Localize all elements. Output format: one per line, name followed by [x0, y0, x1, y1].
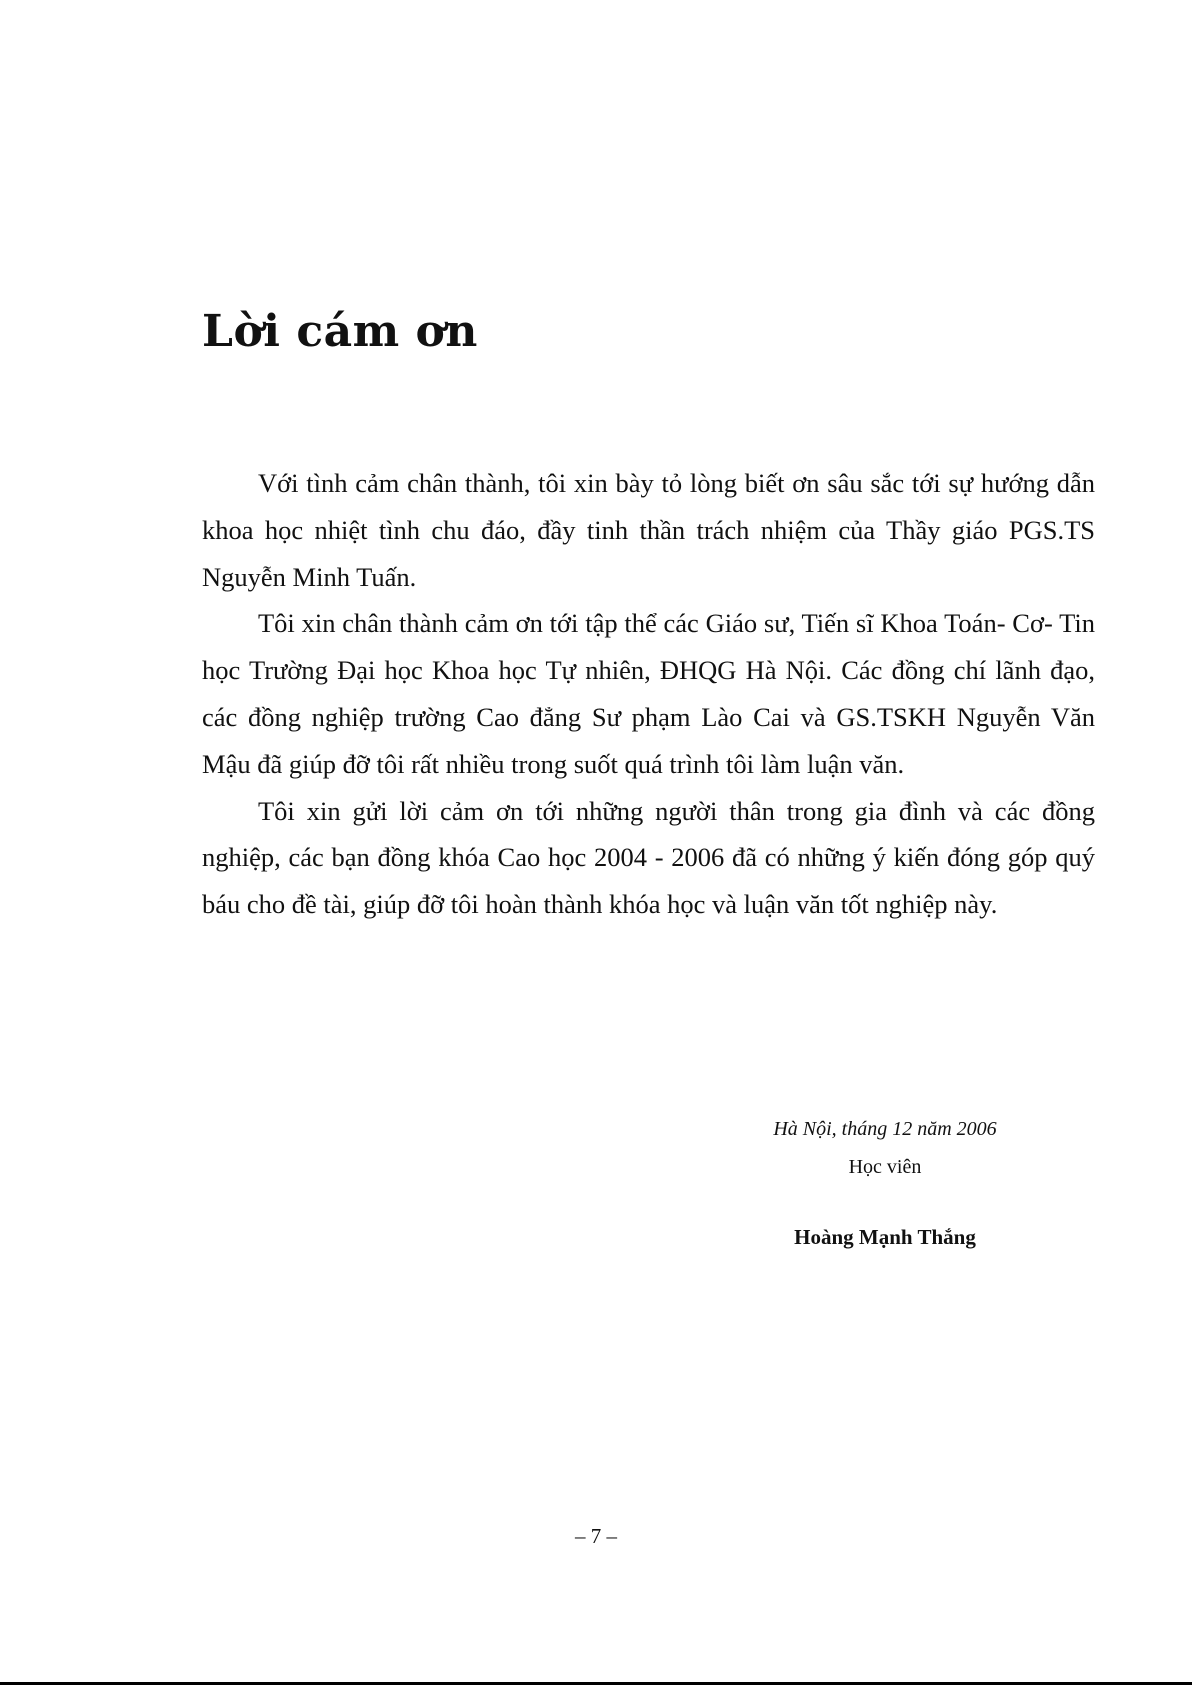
page-number: – 7 – — [575, 1524, 617, 1548]
paragraph-2: Tôi xin chân thành cảm ơn tới tập thể các Giáo sư, Tiến sĩ Khoa Toán- Cơ- Tin học Trường Đại học Khoa học Tự nhiên, ĐHQG Hà Nội. Các đồng chí lãnh đạo, các đồng nghiệp trường Cao đẳng Sư phạm Lào Cai và GS.TSKH Nguyễn Văn Mậu đã giúp đỡ tôi rất nhiều trong suốt quá trình tôi làm luận văn. — [202, 608, 1095, 779]
page-title: Lời cám ơn — [202, 306, 478, 357]
paragraph-1: Với tình cảm chân thành, tôi xin bày tỏ lòng biết ơn sâu sắc tới sự hướng dẫn khoa học nhiệt tình chu đáo, đầy tinh thần trách nhiệm của Thầy giáo PGS.TS Nguyễn Minh Tuấn. — [202, 468, 1095, 592]
paragraph-3: Tôi xin gửi lời cảm ơn tới những người thân trong gia đình và các đồng nghiệp, các bạn đồng khóa Cao học 2004 - 2006 đã có những ý kiến đóng góp quý báu cho đề tài, giúp đỡ tôi hoàn thành khóa học và luận văn tốt nghiệp này. — [202, 795, 1095, 920]
signature-place-date: Hà Nội, tháng 12 năm 2006 — [773, 1118, 997, 1140]
acknowledgement-body — [202, 460, 1095, 928]
signature-role: Học viên — [848, 1156, 922, 1178]
signature-name: Hoàng Mạnh Thắng — [794, 1225, 976, 1249]
signature-block — [700, 1114, 1070, 1252]
